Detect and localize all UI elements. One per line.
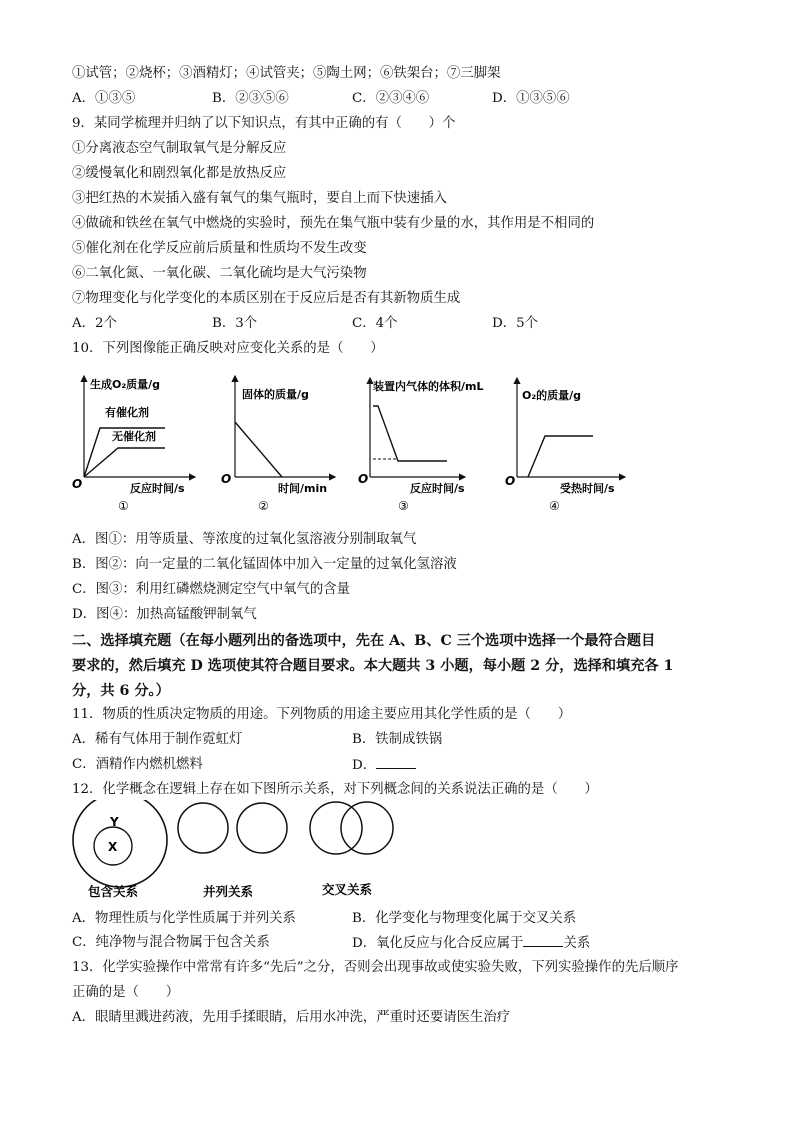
- graph-3-curve: [373, 406, 447, 461]
- graph-4-curve: [528, 436, 593, 477]
- q10-stem: 10．下列图像能正确反映对应变化关系的是（ ）: [72, 341, 384, 356]
- q11-options-row-2: [72, 756, 712, 774]
- q8-options: [72, 90, 722, 108]
- q12-option-c[interactable]: C．纯净物与混合物属于包含关系: [72, 935, 270, 950]
- q9-option-d[interactable]: D．5个: [492, 316, 539, 331]
- graph-1-curve-no-catalyst: [84, 448, 165, 477]
- q12-stem: 12．化学概念在逻辑上存在如下图所示关系，对下列概念间的关系说法正确的是（ ）: [72, 782, 598, 797]
- graph-3: [358, 378, 484, 513]
- q10-option-c[interactable]: C．图③：利用红磷燃烧测定空气中氧气的含量: [72, 582, 351, 597]
- graph-3-ylabel: 装置内气体的体积/mL: [373, 380, 484, 393]
- graph-1-ylabel: 生成O₂质量/g: [90, 378, 161, 391]
- q11-option-d-label: D．: [352, 758, 377, 773]
- graph-1-label-no-catalyst: 无催化剂: [112, 430, 156, 443]
- graph-1-number: ①: [118, 499, 129, 513]
- q10-option-a[interactable]: A．图①：用等质量、等浓度的过氧化氢溶液分别制取氧气: [72, 532, 417, 547]
- circle-label-x: X: [108, 840, 118, 854]
- q12-blank[interactable]: [523, 934, 563, 947]
- section-2-heading-line-1: 二、选择填充题（在每小题列出的备选项中，先在 A、B、C 三个选项中选择一个最符合题目: [72, 633, 656, 649]
- q9-option-a[interactable]: A．2个: [72, 316, 117, 331]
- q9-statement-6: ⑥二氧化氮、一氧化碳、二氧化硫均是大气污染物: [72, 266, 367, 281]
- graph-4-number: ④: [549, 499, 560, 513]
- graph-2: [221, 376, 335, 513]
- graph-2-xlabel: 时间/min: [278, 482, 328, 495]
- graph-1-origin: O: [72, 477, 83, 491]
- graph-2-curve: [235, 422, 282, 477]
- q13-option-a[interactable]: A．眼睛里溅进药液，先用手揉眼睛，后用水冲洗，严重时还要请医生治疗: [72, 1010, 511, 1025]
- graph-4: [505, 378, 625, 513]
- q9-option-c[interactable]: C．4个: [352, 316, 398, 331]
- q10-graphs: [0, 370, 794, 520]
- q11-option-d[interactable]: [352, 756, 416, 775]
- q11-option-b[interactable]: B．铁制成铁锅: [352, 732, 443, 747]
- graph-3-xlabel: 反应时间/s: [410, 482, 465, 495]
- graph-1: [72, 376, 195, 513]
- circle-label-y: Y: [110, 815, 119, 829]
- q9-statement-5: ⑤催化剂在化学反应前后质量和性质均不发生改变: [72, 241, 367, 256]
- q11-options-row-1: [72, 731, 712, 749]
- q9-option-b[interactable]: B．3个: [212, 316, 258, 331]
- q8-option-a[interactable]: A．①③⑤: [72, 91, 136, 106]
- q8-option-d[interactable]: D．①③⑤⑥: [492, 91, 570, 106]
- q11-stem: 11．物质的性质决定物质的用途。下列物质的用途主要应用其化学性质的是（ ）: [72, 707, 572, 722]
- q13-stem-line-2: 正确的是（ ）: [72, 985, 180, 1000]
- q12-diagrams: [0, 800, 794, 905]
- q8-option-c[interactable]: C．②③④⑥: [352, 91, 430, 106]
- graph-4-xlabel: 受热时间/s: [560, 482, 615, 495]
- graph-2-origin: O: [221, 472, 232, 486]
- q8-option-b[interactable]: B．②③⑤⑥: [212, 91, 289, 106]
- graph-4-ylabel: O₂的质量/g: [522, 389, 582, 402]
- graph-3-origin: O: [358, 472, 369, 486]
- q12-option-d-label: D．氧化反应与化合反应属于: [352, 936, 524, 951]
- q13-stem-line-1: 13．化学实验操作中常常有许多“先后”之分，否则会出现事故或使实验失败，下列实验操作的先后顺序: [72, 960, 679, 975]
- parallel-diagram: [178, 803, 287, 899]
- q12-options-row-1: [72, 910, 712, 928]
- graph-3-number: ③: [398, 499, 409, 513]
- q9-statement-7: ⑦物理变化与化学变化的本质区别在于反应后是否有其新物质生成: [72, 291, 461, 306]
- q9-statement-3: ③把红热的木炭插入盛有氧气的集气瓶时，要自上而下快速插入: [72, 191, 447, 206]
- q12-options-row-2: [72, 934, 712, 952]
- graph-2-ylabel: 固体的质量/g: [242, 388, 309, 401]
- label-intersection: 交叉关系: [322, 882, 373, 897]
- q9-stem: 9．某同学梳理并归纳了以下知识点，有其中正确的有（ ）个: [72, 116, 456, 131]
- q9-statement-2: ②缓慢氧化和剧烈氧化都是放热反应: [72, 166, 287, 181]
- q11-blank[interactable]: [376, 756, 416, 769]
- section-2-heading-line-2: 要求的，然后填充 D 选项使其符合题目要求。本大题共 3 小题，每小题 2 分，选择和填充各 1: [72, 658, 674, 674]
- graph-4-origin: O: [505, 474, 516, 488]
- graph-2-number: ②: [258, 499, 269, 513]
- q12-option-b[interactable]: B．化学变化与物理变化属于交叉关系: [352, 911, 577, 926]
- q12-option-d-suffix: 关系: [563, 936, 591, 951]
- q10-option-b[interactable]: B．图②：向一定量的二氧化锰固体中加入一定量的过氧化氢溶液: [72, 557, 457, 572]
- graph-1-xlabel: 反应时间/s: [130, 482, 185, 495]
- q12-option-a[interactable]: A．物理性质与化学性质属于并列关系: [72, 911, 296, 926]
- q10-option-d[interactable]: D．图④：加热高锰酸钾制氧气: [72, 607, 257, 622]
- q9-statement-1: ①分离液态空气制取氧气是分解反应: [72, 141, 287, 156]
- q11-option-a[interactable]: A．稀有气体用于制作霓虹灯: [72, 732, 243, 747]
- q8-items: ①试管；②烧杯；③酒精灯；④试管夹；⑤陶土网；⑥铁架台；⑦三脚架: [72, 66, 501, 81]
- q9-statement-4: ④做硫和铁丝在氧气中燃烧的实验时，预先在集气瓶中装有少量的水，其作用是不相同的: [72, 216, 595, 231]
- q9-options: [72, 315, 722, 333]
- graph-1-label-catalyst: 有催化剂: [105, 406, 149, 419]
- inclusion-diagram: [73, 800, 167, 899]
- label-parallel: 并列关系: [203, 884, 254, 899]
- intersection-diagram: [310, 802, 393, 897]
- section-2-heading-line-3: 分，共 6 分。）: [72, 683, 170, 699]
- label-inclusion: 包含关系: [88, 884, 139, 899]
- q12-option-d[interactable]: [352, 934, 590, 953]
- q11-option-c[interactable]: C．酒精作内燃机燃料: [72, 757, 203, 772]
